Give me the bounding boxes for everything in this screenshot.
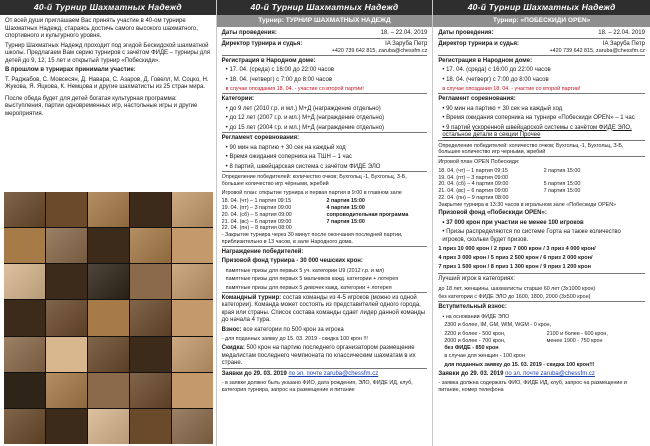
prize-fund-heading: Призовой фонд «Побескиди OPEN»:	[438, 210, 547, 217]
tiebreak-text: Определение победителей: количество очков; Бухгольц -1, Бухгольц, З-Б, большее количество игр черными, жребий	[438, 143, 645, 158]
category-line: • до 12 лет (2007 г.р. и мл.) М+Д (награждение отдельно)	[222, 115, 428, 123]
schedule: 18. 04. (чт) – 1 партия 09:15 2 партия 15:00 19. 04. (пт) – 3 партия 09:00 20. 04. (сб) – 4 партия 09:00 5 партия 15:00 21. 04. (вс) – 6 партия 09:00 7 партия 15:00 22. 04. (пн) – 9 партия 08:00	[438, 167, 581, 201]
director-row: Директор турнира и судья: IA Заруба Петр	[438, 40, 645, 47]
team-tournament: Командный турнир: состав команды из 4-5 игроков (можно из одной категории). Команда может состоять из представителей одного города, края или страны. Список состава команды сдает лидер данной команды до начала 4 тура.	[221, 294, 426, 324]
organizer-text: Турнир Шахматных Надежд проходит под эгидой Бескидской шахматной школы. Предлагаем Вам серию турниров с зачётом ФИДЕ – турниры для детей до 9, 12, 15 лет и открытый турнир «Побескиди».	[5, 42, 210, 64]
prize-list: 1 приз 10 000 крон / 2 приз 7 000 крон / 3 приз 4 000 крон/ 4 приз 3 000 крон / 5 приз 2 500 крон / 6 приз 2 000 крон/ 7 приз 1 500 крон / 8 приз 1 300 крон / 9 приз 1 200 крон	[438, 246, 645, 274]
fee-discount: - для поданных заявку до 15. 03. 2019 - скидка 100 крон !!!	[221, 336, 368, 343]
category-line: • до 15 лет (2004 г.р. и мл.) М+Д (награждение отдельно)	[222, 125, 428, 134]
schedule-note: - Закрытие турнира через 30 минут после окончания последней партии, приблизительно в 13 часов, в зале Народного дома.	[222, 232, 428, 247]
schedule: 18. 04. (чт) – 1 партия 09:15 2 партия 15:00 19. 04. (пт) – 3 партия 09:00 4 партия 15:00 20. 04. (сб) – 5 партия 09:00 сопроводительная программа 21. 04. (вс) – 6 партия 09:00 7 партия 15:00 22. 04. (пн) – 8 партия 08:00	[221, 198, 409, 232]
schedule-heading: Игровой план OPEN Побескиди:	[438, 159, 520, 165]
dates-row: Даты проведения: 18. – 22.04. 2019	[222, 30, 428, 39]
fee-basis: • на основании ФИДЕ ЭЛО	[438, 314, 645, 321]
awards-heading: Награждение победителей:	[221, 248, 304, 255]
registration-line: • 18. 04. (четверг) с 7:00 до 8:00 часов	[438, 77, 645, 85]
rules-line: • 8 партий, швейцарская система с зачётом ФИДЕ ЭЛО	[222, 164, 428, 173]
contact[interactable]: +420 739 642 815, zaruba@chessfm.cz	[222, 48, 428, 56]
fee: Взнос: все категории по 500 крон за игрока	[221, 326, 344, 333]
applications: Заявки до 29. 03. 2019 по эл. почте zaruba@chessfm.cz	[221, 370, 379, 377]
category-line: • до 9 лет (2010 г.р. и мл.) М+Д (награждение отдельно)	[222, 106, 428, 114]
rules-heading: Регламент соревнования:	[438, 96, 516, 102]
categories-heading: Категории:	[221, 96, 255, 102]
applications-note: - заявка должна содержать ФИО, ФИДЕ ИД, клуб, запрос на размещение и питание, номер телефона	[438, 380, 627, 394]
photo-collage	[4, 192, 213, 444]
prize-line: • 37 000 крон при участии не менее 100 игроков	[438, 220, 645, 228]
prize-line: памятные призы для первых 5 девочек кажд. категории + лотерея	[222, 285, 428, 293]
column-hopes-tournament	[217, 0, 434, 446]
prize-line: • Призы распределяются по системе Горта на также количество игроков, скольки будет призов.	[438, 229, 645, 244]
prize-line: памятные призы для первых 5 мальчиков кажд. категории + лотерея	[225, 276, 399, 283]
tournament-name: Турнир: ТУРНИР ШАХМАТНЫХ НАДЕЖД	[217, 15, 433, 27]
fee-table: 2300 и более, IM, GM, WIM, WGM - 0 крон, 2200 и более - 500 крон, 2100 и более - 600 крон, 2000 и более - 700 крон, менее 1900 - 750 крон без ФИДЕ - 850 крон в случае для женщин - 100 крон для поданных заявку до 15. 03. 2019 - скидка 100 крон!!!	[444, 322, 608, 369]
applications-note: - в заявке должно быть указано ФИО, дата рождения, ЭЛО, ФИДЕ ИД, клуб, категория турнира, запрос на размещение и питание	[221, 380, 413, 393]
tiebreak-text: Определение победителей: количество очков; Бухгольц -1, Бухгольц, З-Б, большее количество игр чёрными, жребий	[221, 174, 407, 187]
rules-heading: Регламент соревнования:	[221, 135, 300, 141]
prize-line: памятные призы для первых 5 уч. категории U9 (2012 г.р. и мл)	[225, 267, 385, 274]
rules-line: • 90 мин на партию + 30 сек на каждый ход	[222, 145, 428, 153]
column-title: 40-й Турнир Шахматных Надежд	[217, 0, 433, 15]
registration-line: • 17. 04. (среда) с 16:00 до 22:00 часов	[222, 67, 428, 75]
rules-line: • 9 партий ускоренной швейцарской системы с зачётом ФИДЕ ЭЛО, остальное детали в секции Прочее	[438, 125, 645, 141]
discount: Скидка: 500 крон на партию последнего организатором размещение медалистам последнего чемпионата по классическим шахматам в их стране.	[222, 345, 428, 369]
intro-text: От всей души приглашаем Вас принять участие в 40-ом турнире Шахматных Надежд, стараясь достичь самого высокого шахматного, спортивного и культурного уровня.	[5, 18, 198, 39]
column-open-tournament	[433, 0, 650, 446]
schedule-heading: Игровой план: открытие турнира и первая партия в 9:00 в главном зале	[221, 189, 402, 196]
column-title: 40-й Турнир Шахматных Надежд	[0, 0, 216, 15]
column-intro	[0, 0, 217, 446]
rules-line: • Время ожидания соперника на турнире «Побескиди OPEN» – 1 час	[438, 115, 645, 123]
past-participants: Т. Раджабов, С. Мовсесян, Д. Навара, С. Азаров, Д. Говелл, М. Соцко, Н. Жукова, Я. Яцкова, К. Немцова и другие шахматисты из 25 стран мира.	[5, 76, 209, 90]
column-title: 40-й Турнир Шахматных Надежд	[433, 0, 650, 15]
schedule-note: Закрытие турнира в 13:30 часов в игральном зале «Побескиди OPEN»	[438, 201, 617, 208]
prize-fund-heading: Призовой фонд турнира - 30 000 чешских крон:	[221, 258, 363, 264]
registration-line: • 18. 04. (четверг) с 7:00 до 8:00 часов	[222, 77, 428, 85]
contact[interactable]: +420 739 642 815, zaruba@chessfm.cz	[438, 48, 645, 56]
registration-line: • 17. 04. (среда) с 16:00 до 22:00 часов	[438, 67, 645, 75]
registration-heading: Регистрация в Народном доме:	[221, 57, 316, 64]
registration-note: в случае опоздания 18. 04. - участие со второй партии!	[438, 86, 645, 94]
registration-heading: Регистрация в Народном доме:	[438, 57, 533, 64]
best-player-line: без категории с ФИДЕ ЭЛО до 1600, 1800, 2000 (3x500 крон)	[438, 294, 645, 302]
rules-line: • Время ожидания соперника на ТШН – 1 час	[222, 154, 428, 162]
best-player-heading: Лучший игрок в категориях:	[438, 276, 515, 283]
director-row: Директор турнира и судья: IA Заруба Петр	[221, 40, 428, 47]
dates-row: Даты проведения: 18. – 22.04. 2019	[438, 30, 645, 39]
registration-note: в случае опоздания 18. 04. - участие со второй партии!	[222, 86, 428, 94]
tournament-name: Турнир: «ПОБЕСКИДИ OPEN»	[433, 15, 650, 27]
rules-line: • 90 мин на партию + 30 сек на каждый ход	[438, 106, 645, 114]
culture-text: После обеда будет для детей богатая культурная программа: выступления, партии одновременных игр, настольные игры и другие мероприятия.	[5, 95, 198, 117]
best-player-line: до 18 лет, женщины, шахматисты старше 60 лет (3x1000 крон)	[438, 285, 596, 292]
fee-heading: Вступительный взнос:	[438, 304, 507, 311]
past-participants-heading: В прошлом в турнирах принимали участие:	[5, 67, 136, 73]
applications: Заявки до 29. 03. 2019 по эл. почте zaruba@chessfm.cz	[438, 370, 595, 377]
